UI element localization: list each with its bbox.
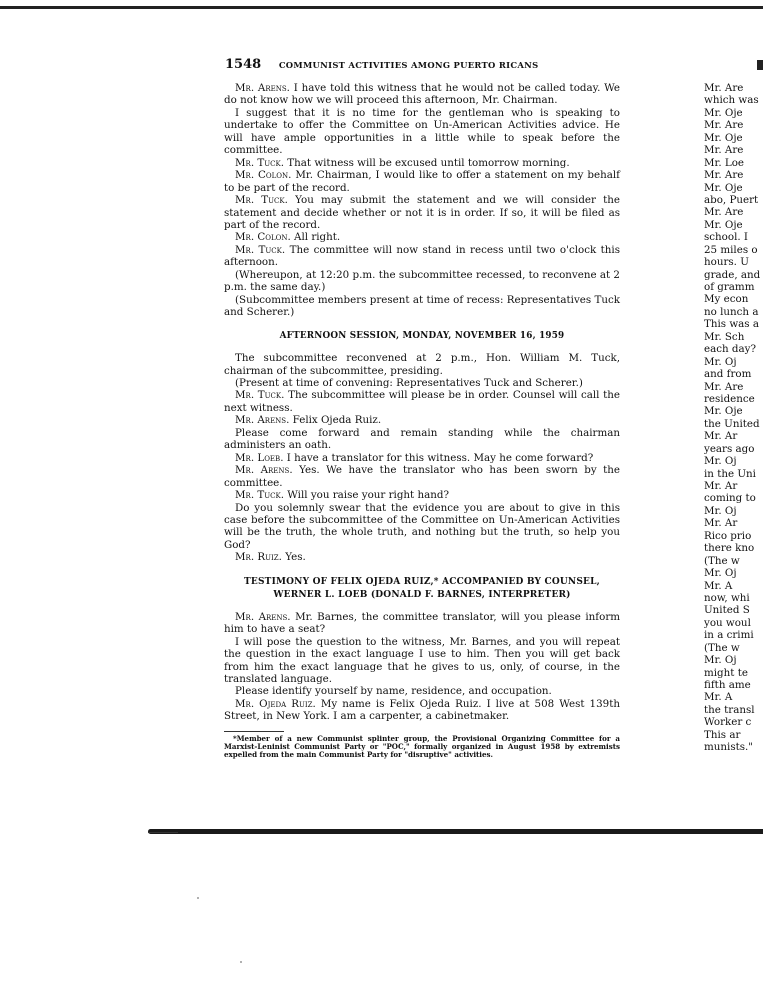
paragraph [224, 452, 620, 464]
paragraph [224, 294, 620, 319]
testimony-heading-line-1: TESTIMONY OF FELIX OJEDA RUIZ,* ACCOMPANIED BY COUNSEL, [244, 576, 600, 587]
running-title: COMMUNIST ACTIVITIES AMONG PUERTO RICANS [278, 60, 539, 70]
adjacent-page-line: of gramm [704, 281, 755, 293]
speaker-name: Mr. Colon. [235, 169, 292, 182]
speaker-name: Mr. Loeb. [235, 451, 284, 464]
paragraph-text: Do you solemnly swear that the evidence you are about to give in this case before the subcommittee of the Committee on Un-American Activities will be the truth, the whole truth, and nothing but the truth, so help you God? [224, 501, 620, 551]
adjacent-page-line: Mr. Oje [704, 218, 743, 231]
paragraph-text: Yes. [281, 551, 306, 564]
adjacent-page-line: Mr. A [704, 579, 733, 592]
adjacent-page-line: coming to [704, 492, 756, 505]
adjacent-page-line: and from [704, 368, 752, 381]
adjacent-page-line: Mr. Oj [704, 455, 737, 468]
paragraph-text: The subcommittee will please be in order. Counsel will call the next witness. [224, 389, 620, 414]
adjacent-page-line: Mr. Oje [704, 106, 743, 119]
adjacent-page-line: Mr. Oj [704, 567, 737, 580]
adjacent-page-edge [757, 60, 763, 70]
adjacent-page-line: Rico prio [704, 529, 752, 542]
adjacent-page-line: Mr. Oje [704, 405, 743, 418]
page-number: 1548 [225, 57, 262, 72]
adjacent-page-line: which was [704, 94, 759, 107]
adjacent-page-line: Mr. Loe [704, 156, 745, 169]
adjacent-page-line: Mr. Are [704, 119, 744, 132]
adjacent-page-line: (The w [704, 554, 740, 567]
paragraph-text: The subcommittee reconvened at 2 p.m., Hon. William M. Tuck, chairman of the subcommittee, presiding. [224, 352, 620, 377]
paragraph-text: Yes. We have the translator who has been sworn by the committee. [224, 464, 620, 489]
adjacent-page-line: Mr. Sch [704, 330, 745, 343]
speaker-name: Mr. Colon. [235, 231, 291, 244]
paragraph [224, 157, 620, 169]
paragraph-text: All right. [290, 231, 341, 244]
paragraph-text: You may submit the statement and we will consider the statement and decide whether or not it is in order. If so, it will be filed as part of the record. [224, 194, 620, 231]
scan-speck [240, 961, 242, 963]
speaker-name: Mr. Tuck. [235, 489, 284, 502]
paragraph-text: Please come forward and remain standing while the chairman administers an oath. [224, 426, 620, 452]
paragraph [224, 551, 620, 563]
adjacent-page-line: Mr. Are [704, 82, 744, 94]
paragraph-text: Will you raise your right hand? [284, 489, 449, 502]
adjacent-page-line: the transl [704, 703, 755, 716]
speaker-name: Mr. Tuck. [235, 243, 286, 256]
speaker-name: Mr. Ruiz. [235, 551, 282, 564]
paragraph [224, 377, 620, 389]
testimony-heading-line-2: WERNER L. LOEB (DONALD F. BARNES, INTERPRETER) [273, 589, 571, 600]
adjacent-page-line: grade, and [704, 268, 761, 281]
adjacent-page-line: fifth ame [704, 679, 751, 691]
adjacent-page-line: in a crimi [704, 629, 754, 642]
adjacent-page-line: Mr. A [704, 691, 733, 704]
adjacent-page-line: This was a [704, 318, 759, 331]
paragraph [224, 636, 620, 686]
paragraph [224, 698, 620, 723]
paragraph [224, 502, 620, 552]
adjacent-page-line: abo, Puert [704, 193, 759, 206]
main-text-column [224, 82, 620, 759]
adjacent-page-line: Mr. Oje [704, 131, 743, 144]
adjacent-page-line: (The w [704, 641, 740, 654]
adjacent-page-line: Mr. Ar [704, 480, 738, 492]
speaker-name: Mr. Tuck. [235, 156, 284, 169]
paragraph-text: That witness will be excused until tomorrow morning. [284, 156, 570, 169]
adjacent-page-line: in the Uni [704, 467, 756, 480]
adjacent-page-line: now, whi [704, 591, 750, 604]
adjacent-page-line: My econ [704, 293, 749, 306]
adjacent-page-line: Mr. Are [704, 144, 744, 157]
adjacent-page-line: 25 miles o [704, 243, 758, 256]
speaker-name: Mr. Tuck. [235, 389, 285, 402]
paragraph [224, 107, 620, 157]
paragraph [224, 685, 620, 697]
speaker-name: Mr. Tuck. [235, 194, 288, 207]
paragraph [224, 464, 620, 489]
speaker-name: Mr. Arens. [235, 414, 290, 427]
adjacent-page-line: each day? [704, 343, 756, 356]
paragraph [224, 352, 620, 377]
paragraph [224, 231, 620, 243]
paragraph-text: Mr. Barnes, the committee translator, will you please inform him to have a seat? [224, 610, 621, 636]
adjacent-page-line: Mr. Are [704, 206, 744, 219]
adjacent-page-line: there kno [704, 542, 755, 555]
bottom-scan-border-tail [148, 832, 178, 833]
paragraph-text: I suggest that it is no time for the gentleman who is speaking to undertake to offer the Committee on Un-American Activities advice. He will have ample opportunities in a little while to speak before the committee. [224, 106, 620, 157]
paragraph [224, 414, 620, 426]
adjacent-page-line: no lunch a [704, 305, 759, 318]
adjacent-page-line: the United [704, 417, 760, 430]
adjacent-page-column [704, 82, 763, 754]
adjacent-page-line: Mr. Oje [704, 181, 743, 194]
section-heading-testimony [224, 576, 620, 602]
paragraph [224, 194, 620, 231]
paragraph-text: My name is Felix Ojeda Ruiz. I live at 508 West 139th Street, in New York. I am a carpenter, a cabinetmaker. [224, 697, 620, 723]
paragraph [224, 169, 620, 194]
adjacent-page-line: United S [704, 604, 750, 617]
speaker-name: Mr. Arens. [235, 464, 293, 477]
paragraph [224, 427, 620, 452]
adjacent-page-line: school. I [704, 231, 748, 244]
paragraph [224, 489, 620, 501]
paragraph-text: Mr. Chairman, I would like to offer a statement on my behalf to be part of the record. [224, 169, 620, 194]
paragraph [224, 82, 620, 107]
adjacent-page-line: Mr. Oj [704, 504, 737, 517]
paragraph [224, 611, 620, 636]
adjacent-page-line: munists." [704, 741, 754, 754]
adjacent-page-line: hours. U [704, 256, 749, 269]
speaker-name: Mr. Arens. [235, 610, 291, 623]
speaker-name: Mr. Arens. [235, 82, 290, 94]
speaker-name: Mr. Ojeda Ruiz. [235, 697, 316, 710]
paragraph-text: I will pose the question to the witness, Mr. Barnes, and you will repeat the question in the exact language I use to him. Then you will get back from him the exact language that he gives to us, only, of course, in the translated language. [224, 635, 620, 686]
scan-speck [197, 897, 199, 899]
paragraph-text: Please identify yourself by name, residence, and occupation. [235, 685, 552, 698]
adjacent-page-line: Mr. Oj [704, 654, 737, 667]
adjacent-page-line: you woul [704, 616, 751, 629]
paragraph [224, 269, 620, 294]
bottom-scan-border [148, 829, 763, 834]
adjacent-page-line: Worker c [704, 716, 752, 729]
paragraph-text: I have told this witness that he would not be called today. We do not know how we will proceed this afternoon, Mr. Chairman. [224, 82, 620, 107]
paragraph-text: (Present at time of convening: Representatives Tuck and Scherer.) [235, 376, 583, 389]
top-border-rule [0, 6, 763, 9]
paragraph [224, 244, 620, 269]
paragraph-text: (Subcommittee members present at time of recess: Representatives Tuck and Scherer.) [224, 293, 620, 319]
page-header [225, 57, 625, 72]
footnote-rule [224, 731, 284, 732]
adjacent-page-line: residence [704, 392, 755, 405]
adjacent-page-line: might te [704, 666, 748, 679]
paragraph-text: The committee will now stand in recess until two o'clock this afternoon. [224, 243, 620, 269]
paragraph-text: Felix Ojeda Ruiz. [289, 414, 382, 427]
paragraph-text: I have a translator for this witness. May he come forward? [283, 451, 594, 464]
paragraph [224, 389, 620, 414]
section-heading-afternoon: AFTERNOON SESSION, MONDAY, NOVEMBER 16, 1959 [279, 330, 565, 341]
adjacent-page-line: Mr. Ar [704, 430, 738, 443]
adjacent-page-line: Mr. Are [704, 169, 744, 182]
adjacent-page-line: Mr. Oj [704, 355, 737, 368]
adjacent-page-line: years ago [704, 442, 755, 455]
adjacent-page-line: This ar [704, 728, 741, 741]
adjacent-page-line: Mr. Are [704, 380, 744, 393]
paragraph-text: (Whereupon, at 12:20 p.m. the subcommittee recessed, to reconvene at 2 p.m. the same day.) [224, 268, 620, 294]
adjacent-page-line: Mr. Ar [704, 517, 738, 530]
footnote: *Member of a new Communist splinter group, the Provisional Organizing Committee for a Marxist-Leninist Communist Party or "POC," formally organized in August 1958 by extremists expelled from the main Communist Party for "disruptive" activities. [224, 733, 620, 760]
